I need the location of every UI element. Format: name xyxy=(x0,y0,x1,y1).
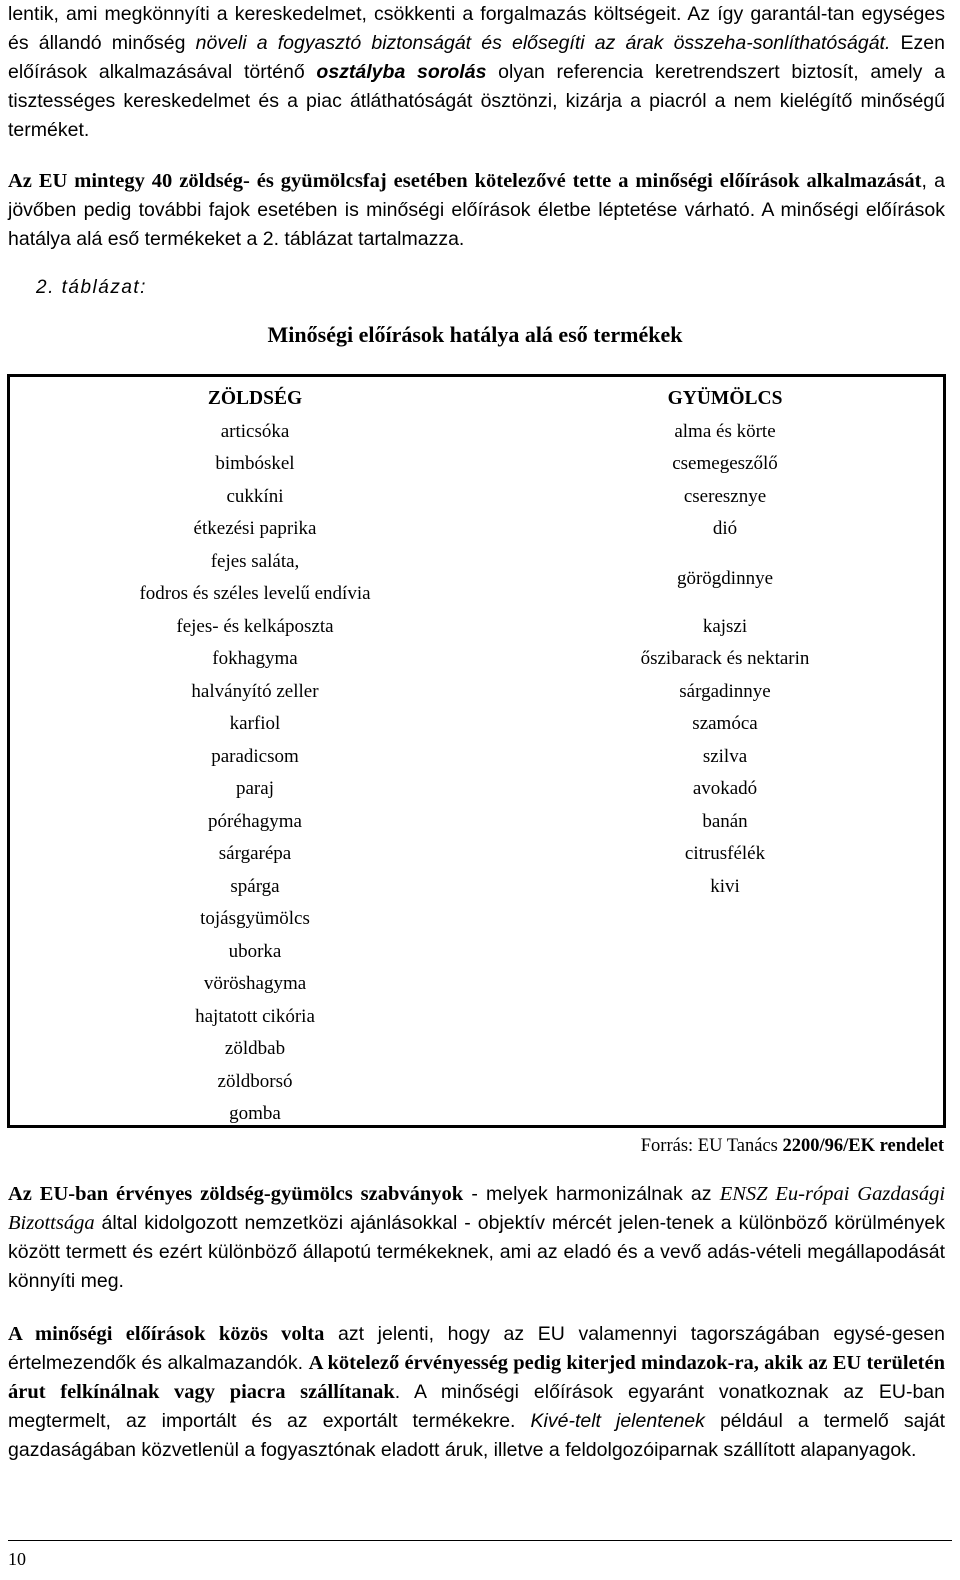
text-run-italic: Kivé-telt jelentenek xyxy=(530,1410,705,1432)
vegetable-item: gomba xyxy=(229,1103,281,1124)
vegetable-item: fejes saláta, xyxy=(210,550,300,572)
source-regulation: 2200/96/EK rendelet xyxy=(782,1136,944,1156)
vegetables-column xyxy=(10,383,500,1131)
fruit-item: csemegeszőlő xyxy=(672,453,778,474)
vegetable-item: tojásgyümölcs xyxy=(200,908,310,929)
vegetable-item: zöldbab xyxy=(224,1038,286,1059)
fruit-item: banán xyxy=(702,810,748,832)
fruit-item: kivi xyxy=(710,875,740,897)
vegetable-item: fodros és széles levelű endívia xyxy=(139,583,371,604)
text-run-bold: A minőségi előírások közös volta xyxy=(8,1323,325,1345)
vegetable-item: fokhagyma xyxy=(212,648,298,669)
text-run: . A minőségi előírások egyaránt vonatkoznak az EU-ban megtermelt, az importált és az exportált termékekre. xyxy=(8,1381,945,1432)
text-run: azt jelenti, hogy az EU valamennyi tagországában egysé-gesen értelmezendők és alkalmazandók. xyxy=(8,1323,945,1374)
vegetable-item: uborka xyxy=(228,940,282,962)
vegetable-item: vöröshagyma xyxy=(203,973,307,994)
fruits-header: GYÜMÖLCS xyxy=(667,388,783,409)
text-run: lentik, ami megkönnyíti a kereskedelmet, csökkenti a forgalmazás költségeit. Az így garantál-tan egységes és állandó minőség xyxy=(8,3,945,54)
intro-paragraph-2 xyxy=(8,167,945,254)
source-prefix: Forrás: EU Tanács xyxy=(640,1136,783,1156)
fruit-item: őszibarack és nektarin xyxy=(640,648,810,669)
text-run-bold: Az EU-ban érvényes zöldség-gyümölcs szabványok xyxy=(8,1183,464,1205)
vegetable-item: étkezési paprika xyxy=(193,518,317,539)
fruit-item: citrusfélék xyxy=(684,843,766,864)
fruit-item: szilva xyxy=(702,745,748,767)
body-paragraph-4 xyxy=(8,1320,945,1465)
text-run: Ezen előírások alkalmazásával történő xyxy=(8,32,945,83)
text-run-bold: Az EU mintegy 40 zöldség- és gyümölcsfaj esetében kötelezővé tette a minőségi előírások alkalmazását xyxy=(8,170,922,192)
fruit-item: kajszi xyxy=(702,615,748,637)
text-run: olyan referencia keretrendszert biztosít, amely a tisztességes kereskedelmet és a piac átláthatóságát ösztönzi, kizárja a piacról a nem kielégítő minőségű terméket. xyxy=(8,61,945,141)
text-run-italic: ENSZ Eu-rópai Gazdasági Bizottsága xyxy=(8,1183,946,1234)
body-paragraph-3 xyxy=(8,1180,945,1296)
vegetable-item: cukkíni xyxy=(226,485,284,507)
text-run: által kidolgozott nemzetközi ajánlásokkal - objektív mércét jelen-tenek a különböző körülmények között termett és ezért különböző állapotú termékeknek, ami az eladó és a vevő adás-vételi megállapodását könnyíti meg. xyxy=(8,1212,945,1292)
vegetable-item: póréhagyma xyxy=(208,810,302,832)
table-label: 2. táblázat: xyxy=(36,277,147,298)
footer-divider xyxy=(8,1540,952,1541)
vegetable-item: fejes- és kelkáposzta xyxy=(176,615,334,637)
fruit-item: dió xyxy=(712,518,738,539)
vegetable-item: bimbóskel xyxy=(215,453,295,474)
products-table xyxy=(7,374,946,1128)
text-run: , a jövőben pedig további fajok esetében is minőségi előírások életbe léptetése várható. A minőségi előírások hatálya alá eső termékeket a 2. táblázat tartalmazza. xyxy=(8,170,945,250)
fruit-item: sárgadinnye xyxy=(679,680,771,702)
vegetable-item: paradicsom xyxy=(211,745,299,767)
vegetable-item: halványító zeller xyxy=(191,680,319,702)
text-run-italic: növeli a fogyasztó biztonságát és elősegíti az árak összeha-sonlíthatóságát. xyxy=(195,32,891,54)
text-run: - melyek harmonizálnak az xyxy=(463,1183,720,1205)
fruits-column xyxy=(485,383,960,903)
vegetables-header: ZÖLDSÉG xyxy=(207,388,303,409)
vegetable-item: karfiol xyxy=(229,713,281,734)
fruit-item: szamóca xyxy=(692,713,758,734)
fruit-item: cseresznye xyxy=(683,485,767,507)
fruit-item: alma és körte xyxy=(674,420,776,442)
vegetable-item: sárgarépa xyxy=(218,843,292,864)
vegetable-item: hajtatott cikória xyxy=(195,1005,315,1027)
text-run-bold-italic: osztályba sorolás xyxy=(316,61,487,83)
intro-paragraph-1 xyxy=(8,0,945,145)
vegetable-item: articsóka xyxy=(220,420,290,442)
table-source xyxy=(641,1136,944,1157)
table-title: Minőségi előírások hatálya alá eső termékek xyxy=(267,322,683,347)
text-run: például a termelő saját gazdaságában közvetlenül a fogyasztónak eladott áruk, illetve a feldolgozóiparnak szállított alapanyagok. xyxy=(8,1410,946,1461)
fruit-item: görögdinnye xyxy=(676,567,774,589)
vegetable-item: paraj xyxy=(236,778,274,799)
fruit-item: avokadó xyxy=(692,778,758,799)
page-number: 10 xyxy=(8,1549,26,1569)
vegetable-item: spárga xyxy=(230,875,280,897)
vegetable-item: zöldborsó xyxy=(217,1070,293,1092)
text-run-bold: A kötelező érvényesség pedig kiterjed mindazok-ra, akik az EU területén árut felkínálnak vagy piacra szállítanak xyxy=(8,1352,945,1403)
